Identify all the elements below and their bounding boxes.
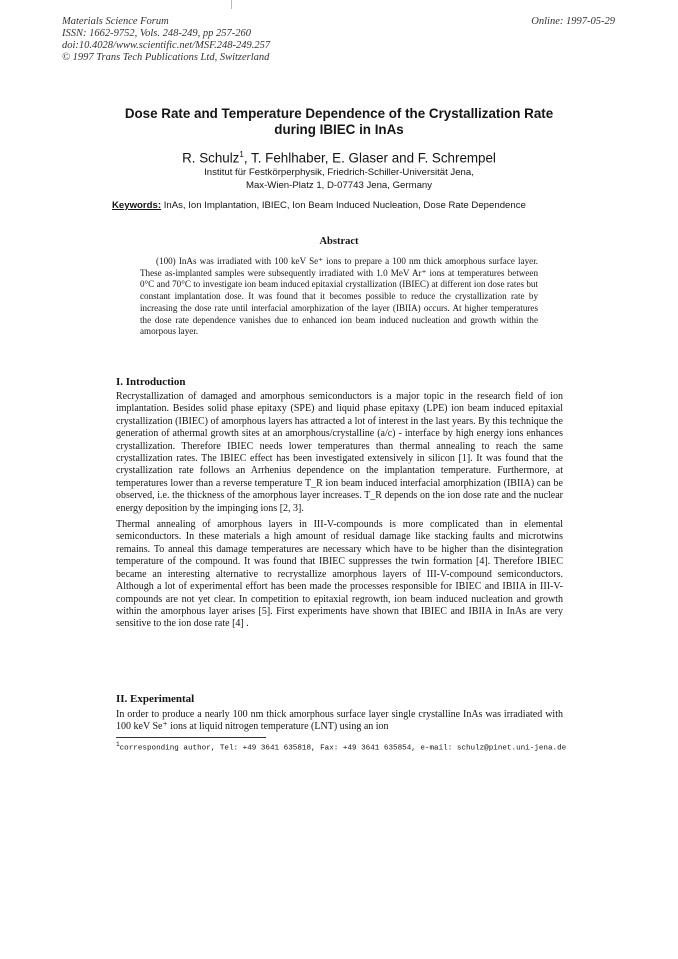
keywords-list: InAs, Ion Implantation, IBIEC, Ion Beam Induced Nucleation, Dose Rate Dependence [163, 200, 526, 211]
experimental-body [116, 709, 563, 734]
abstract-heading: Abstract [319, 236, 359, 247]
affiliation-line-1: Institut für Festkörperphysik, Friedrich-Schiller-Universität Jena, [204, 167, 474, 178]
affiliation [100, 167, 578, 192]
abstract-text: (100) InAs was irradiated with 100 keV Se⁺ ions to prepare a 100 nm thick amorphous surface layer. These as-implanted samples were subsequently irradiated with 1.0 MeV Ar⁺ ions at temperatures between 0°C and 70°C to investigate ion beam induced epitaxial crystallization (IBIEC) at different ion dose rates but constant implantation dose. It was found that it becomes possible to reduce the crystallization rate by increasing the dose rate until interfacial amorphization of the layer (IBIIA) occurs. At higher temperatures the dose rate dependence vanishes due to enhanced ion beam induced nucleation and growth within the amorpous layer. [140, 256, 538, 337]
keywords-label: Keywords: [112, 200, 162, 211]
footnote-mark: 1 [116, 741, 120, 748]
journal-header [62, 16, 270, 64]
author-footnote-mark: 1 [239, 150, 244, 159]
journal-name: Materials Science Forum [62, 16, 169, 27]
paper-title [100, 106, 578, 138]
introduction-paragraph-2: Thermal annealing of amorphous layers in III-V-compounds is more complicated than in elemental semiconductors. In these materials a high amount of residual damage like stacking faults and microtwins remains. To anneal this damage temperatures are necessary which have to be higher than the disintegration temperature of the compound. It was found that IBIEC suppresses the twin formation [4]. Therefore IBIEC became an interesting alternative to recrystallize amorphous layers of III-V-compound semiconductors. Although a lot of experimental effort has been made the processes responsible for IBIEC and IBIIA in III-V-compounds are not yet clear. In competition to epitaxial regrowth, ion beam induced nucleation and growth within the amorphous layer arises [5]. First experiments have shown that IBIEC and IBIIA in InAs are very sensitive to the ion dose rate [4] . [116, 519, 563, 630]
issn-line: ISSN: 1662-9752, Vols. 248-249, pp 257-260 [62, 28, 251, 39]
author-list [100, 147, 578, 166]
online-date: Online: 1997-05-29 [531, 16, 615, 27]
title-line-2: during IBIEC in InAs [274, 122, 404, 137]
copyright-line: © 1997 Trans Tech Publications Ltd, Switzerland [62, 52, 270, 63]
experimental-heading: II. Experimental [116, 693, 195, 705]
footnote-rule [116, 737, 266, 738]
introduction-heading: I. Introduction [116, 376, 186, 388]
page-edge-mark [231, 0, 232, 9]
introduction-paragraph-1: Recrystallization of damaged and amorphous semiconductors is a major topic in the research field of ion implantation. Besides solid phase epitaxy (SPE) and liquid phase epitaxy (LPE) ion beam induced epitaxial crystallization (IBIEC) of amorphous layers has attracted a lot of interest in the last years. By this technique the generation of athermal growth sites at an amorphous/crystalline (a/c) - interface by high energy ions enhances crystallization. Therefore IBIEC needs lower temperatures than thermal annealing to reach the same crystallization rates. The IBIEC effect has been investigated extensively in silicon [1]. It was found that the crystallization rate follows an Arrhenius dependence on the implantation temperature. Furthermore, at temperatures lower than a reverse temperature T_R ion beam induced interfacial amorphization (IBIIA) can be observed, i.e. the thickness of the amorphous layer increases. T_R depends on the ion dose rate and the nuclear energy deposition by the impinging ions [2, 3]. [116, 391, 563, 514]
footnote [116, 740, 567, 754]
author-first: R. Schulz [182, 150, 240, 166]
experimental-paragraph-1: In order to produce a nearly 100 nm thick amorphous surface layer single crystalline InAs was irradiated with 100 keV Se⁺ ions at liquid nitrogen temperature (LNT) using an ion [116, 709, 563, 733]
footnote-text: corresponding author, Tel: +49 3641 635818, Fax: +49 3641 635854, e-mail: schulz@pinet.uni-jena.de [119, 744, 567, 753]
author-others: , T. Fehlhaber, E. Glaser and F. Schrempel [243, 150, 496, 166]
introduction-body [116, 391, 563, 631]
title-line-1: Dose Rate and Temperature Dependence of the Crystallization Rate [124, 106, 554, 121]
keywords [112, 200, 572, 212]
affiliation-line-2: Max-Wien-Platz 1, D-07743 Jena, Germany [245, 179, 433, 191]
doi-line[interactable]: doi:10.4028/www.scientific.net/MSF.248-249.257 [62, 40, 271, 51]
